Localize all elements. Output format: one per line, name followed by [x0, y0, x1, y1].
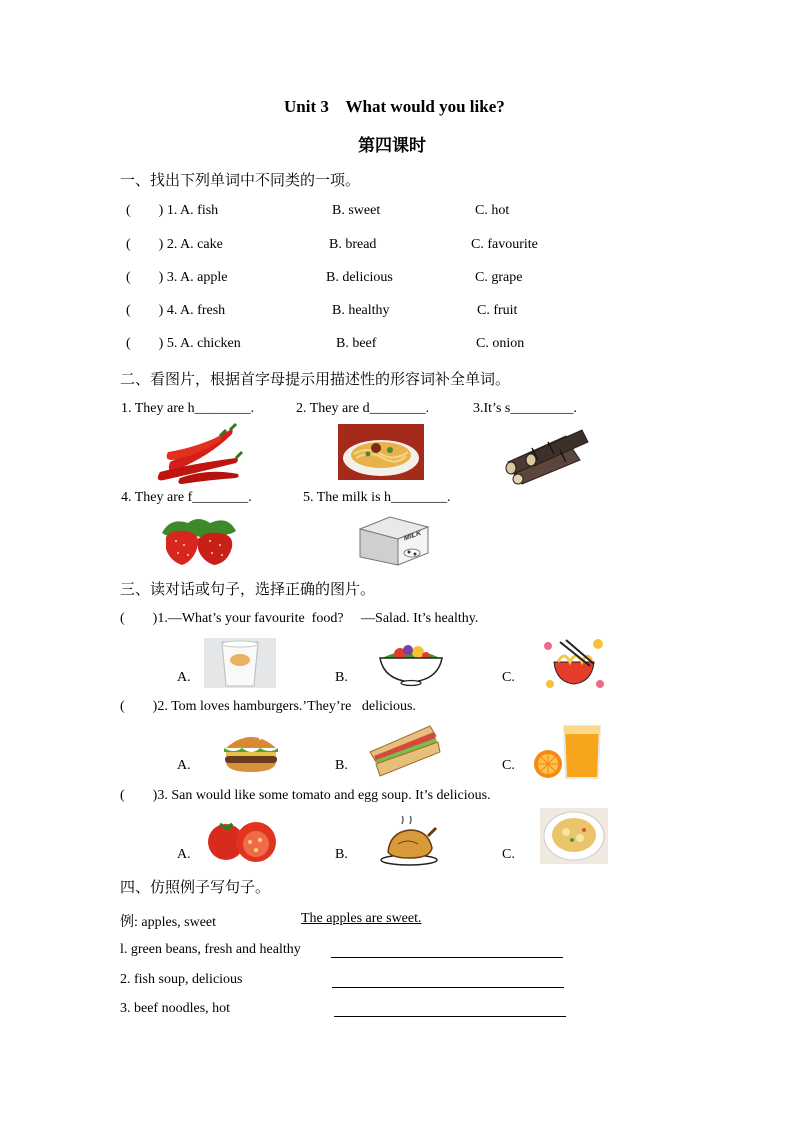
s2-q1: 1. They are h________.: [121, 401, 255, 416]
s3-q2-option-a: A.: [177, 758, 191, 773]
section-3-heading: 三、读对话或句子，选择正确的图片。: [120, 580, 376, 598]
tomato-image: [204, 812, 284, 864]
s3-q1: ( )1.—What’s your favourite food? —Salad. It’s healthy.: [120, 611, 479, 626]
s3-q2-option-c: C.: [502, 758, 515, 773]
lesson-subtitle: 第四课时: [358, 136, 426, 156]
s1-item-3-c: C. grape: [475, 270, 523, 285]
s3-q1-option-b: B.: [335, 670, 348, 685]
s2-q4: 4. They are f________.: [121, 490, 252, 505]
roast-chicken-image: [378, 816, 440, 866]
s3-q1-option-a: A.: [177, 670, 191, 685]
hamburger-image: [220, 726, 282, 774]
s4-q1-answer-line[interactable]: [331, 957, 563, 958]
s1-item-5-c: C. onion: [476, 336, 525, 351]
s3-q2: ( )2. Tom loves hamburgers.’They’re delicious.: [120, 699, 416, 714]
s1-item-1-b: B. sweet: [332, 203, 381, 218]
s3-q3-option-c: C.: [502, 847, 515, 862]
milk-glass-image: [204, 638, 276, 688]
s3-q3-option-a: A.: [177, 847, 191, 862]
s3-q1-option-c: C.: [502, 670, 515, 685]
noodles-cartoon-image: [540, 636, 608, 694]
s3-q3-option-b: B.: [335, 847, 348, 862]
s1-item-1-a: ( ) 1. A. fish: [126, 203, 219, 218]
chili-peppers-image: [150, 422, 242, 484]
page-title: Unit 3 What would you like?: [284, 97, 505, 116]
s1-item-2-b: B. bread: [329, 237, 377, 252]
orange-juice-image: [530, 724, 606, 780]
milk-label: MILK: [404, 527, 422, 543]
strawberry-image: [158, 511, 240, 567]
s1-item-3-a: ( ) 3. A. apple: [126, 270, 228, 285]
s3-q3: ( )3. San would like some tomato and egg soup. It’s delicious.: [120, 788, 491, 803]
s4-q3: 3. beef noodles, hot: [120, 1001, 231, 1016]
s1-item-5-b: B. beef: [336, 336, 377, 351]
milk-carton-image: [354, 513, 434, 565]
s4-q2-answer-line[interactable]: [332, 987, 564, 988]
s1-item-4-b: B. healthy: [332, 303, 390, 318]
s4-example-answer: The apples are sweet.: [301, 911, 422, 926]
s1-item-3-b: B. delicious: [326, 270, 393, 285]
sugarcane-image: [502, 426, 590, 484]
s3-q2-option-b: B.: [335, 758, 348, 773]
s1-item-5-a: ( ) 5. A. chicken: [126, 336, 241, 351]
salad-bowl-image: [378, 640, 444, 686]
s2-q2: 2. They are d________.: [296, 401, 430, 416]
s2-q5: 5. The milk is h________.: [303, 490, 451, 505]
soup-bowl-image: [540, 808, 608, 864]
s1-item-2-a: ( ) 2. A. cake: [126, 237, 223, 252]
s2-q3: 3.It’s s_________.: [473, 401, 577, 416]
s1-item-4-a: ( ) 4. A. fresh: [126, 303, 226, 318]
s4-q3-answer-line[interactable]: [334, 1016, 566, 1017]
s1-item-2-c: C. favourite: [471, 237, 538, 252]
section-1-heading: 一、找出下列单词中不同类的一项。: [120, 171, 361, 189]
s4-q2: 2. fish soup, delicious: [120, 972, 243, 987]
sandwich-image: [366, 722, 440, 776]
s4-example-prompt: 例: apples, sweet: [120, 915, 217, 930]
noodle-bowl-image: [338, 424, 424, 480]
s1-item-1-c: C. hot: [475, 203, 510, 218]
section-2-heading: 二、看图片，根据首字母提示用描述性的形容词补全单词。: [120, 370, 511, 388]
s1-item-4-c: C. fruit: [477, 303, 518, 318]
s4-q1: l. green beans, fresh and healthy: [120, 942, 301, 957]
section-4-heading: 四、仿照例子写句子。: [120, 878, 271, 896]
